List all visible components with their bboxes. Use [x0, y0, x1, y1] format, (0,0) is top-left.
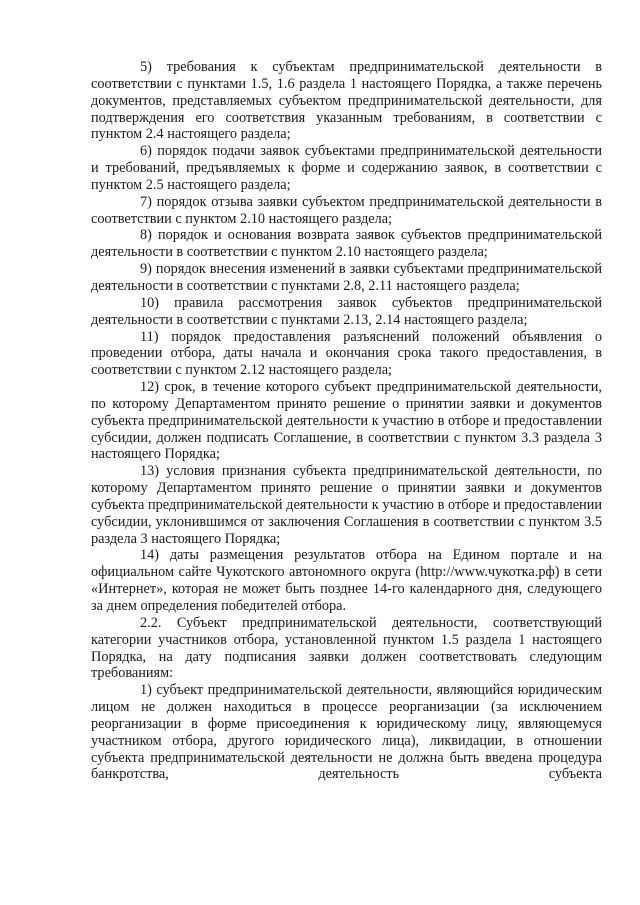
list-item-11: 11) порядок предоставления разъяснений положений объявления о проведении отбора, даты начала и окончания срока такого предоставления, в соответствии с пунктом 2.12 настоящего раздела; [91, 328, 602, 379]
list-item-9: 9) порядок внесения изменений в заявки субъектами предпринимательской деятельности в соответствии с пунктами 2.8, 2.11 настоящего раздела; [91, 261, 602, 294]
list-item-5: 5) требования к субъектам предпринимательской деятельности в соответствии с пунктами 1.5, 1.6 раздела 1 настоящего Порядка, а также перечень документов, представляемых субъектом предпринимательской деятельности, для подтверждения его соответствия указанным требованиям, в соответствии с пунктом 2.4 настоящего раздела; [91, 59, 602, 143]
list-item-14: 14) даты размещения результатов отбора на Едином портале и на официальном сайте Чукотского автономного округа (http://www.чукотка.рф) в сети «Интернет», которая не может быть позднее 14-го календарного дня, следующего за днем определения победителей отбора. [91, 547, 602, 614]
list-item-7: 7) порядок отзыва заявки субъектом предпринимательской деятельности в соответствии с пунктом 2.10 настоящего раздела; [91, 193, 602, 227]
list-item-13: 13) условия признания субъекта предпринимательской деятельности, по которому Департаментом принято решение о принятии заявки и документов субъекта предпринимательской деятельности к участию в отборе и предоставлении субсидии, уклонившимся от заключения Соглашения в соответствии с пунктом 3.5 раздела 3 настоящего Порядка; [91, 463, 602, 547]
list-item-6: 6) порядок подачи заявок субъектами предпринимательской деятельности и требований, предъявляемых к форме и содержанию заявок, в соответствии с пунктом 2.5 настоящего раздела; [91, 143, 602, 193]
list-item-8: 8) порядок и основания возврата заявок субъектов предпринимательской деятельности в соответствии с пунктом 2.10 настоящего раздела; [91, 227, 602, 261]
list-item-10: 10) правила рассмотрения заявок субъектов предпринимательской деятельности в соответствии с пунктами 2.13, 2.14 настоящего раздела; [91, 294, 602, 328]
requirement-item-1: 1) субъект предпринимательской деятельности, являющийся юридическим лицом не должен находиться в процессе реорганизации (за исключением реорганизации в форме присоединения к юридическому лицу, являющемуся участником отбора, другого юридического лица), ликвидации, в отношении субъекта предпринимательской деятельности не должна быть введена процедура банкротства, деятельность субъекта [91, 682, 602, 783]
section-2-2-paragraph: 2.2. Субъект предпринимательской деятельности, соответствующий категории участников отбора, установленной пунктом 1.5 раздела 1 настоящего Порядка, на дату подписания заявки должен соответствовать следующим требованиям: [91, 614, 602, 682]
list-item-12: 12) срок, в течение которого субъект предпринимательской деятельности, по которому Департаментом принято решение о принятии заявки и документов субъекта предпринимательской деятельности к участию в отборе и предоставлении субсидии, должен подписать Соглашение, в соответствии с пунктом 3.3 раздела 3 настоящего Порядка; [91, 379, 602, 463]
